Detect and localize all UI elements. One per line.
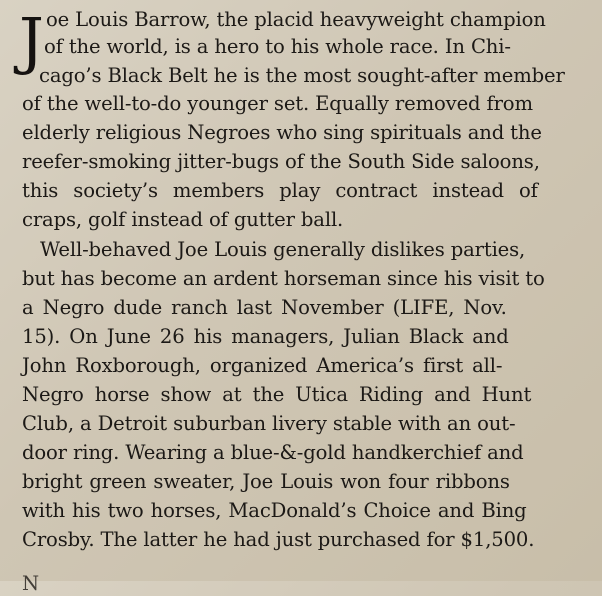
text-line-3: cago’s Black Belt he is the most sought-after member bbox=[39, 64, 565, 87]
text-line-10: but has become an ardent horseman since his visit to bbox=[22, 267, 545, 290]
text-line-17: bright green sweater, Joe Louis won four ribbons bbox=[22, 470, 510, 493]
text-line-1: oe Louis Barrow, the placid heavyweight champion bbox=[46, 8, 546, 31]
text-line-9: Well-behaved Joe Louis generally dislikes parties, bbox=[40, 238, 526, 261]
text-line-2: of the world, is a hero to his whole race. In Chi- bbox=[44, 35, 511, 58]
drop-cap: J bbox=[19, 4, 44, 77]
text-line-14: Negro horse show at the Utica Riding and Hunt bbox=[22, 383, 532, 406]
text-line-18: with his two horses, MacDonald’s Choice and Bing bbox=[22, 499, 527, 522]
text-line-5: elderly religious Negroes who sing spirituals and the bbox=[22, 121, 542, 144]
text-line-7: this society’s members play contract instead of bbox=[22, 179, 538, 202]
text-line-11: a Negro dude ranch last November (LIFE, Nov. bbox=[22, 296, 507, 319]
text-line-12: 15). On June 26 his managers, Julian Black and bbox=[22, 325, 509, 348]
text-line-8: craps, golf instead of gutter ball. bbox=[22, 208, 344, 231]
text-line-6: reefer-smoking jitter-bugs of the South Side saloons, bbox=[22, 150, 540, 173]
text-line-16: door ring. Wearing a blue-&-gold handkerchief and bbox=[22, 441, 524, 464]
text-line-13: John Roxborough, organized America’s first all- bbox=[22, 354, 503, 377]
text-line-19: Crosby. The latter he had just purchased for $1,500. bbox=[22, 528, 535, 551]
text-line-15: Club, a Detroit suburban livery stable with an out- bbox=[22, 412, 516, 435]
cut-off-next-line: N bbox=[22, 572, 40, 595]
text-line-4: of the well-to-do younger set. Equally removed from bbox=[22, 92, 533, 115]
